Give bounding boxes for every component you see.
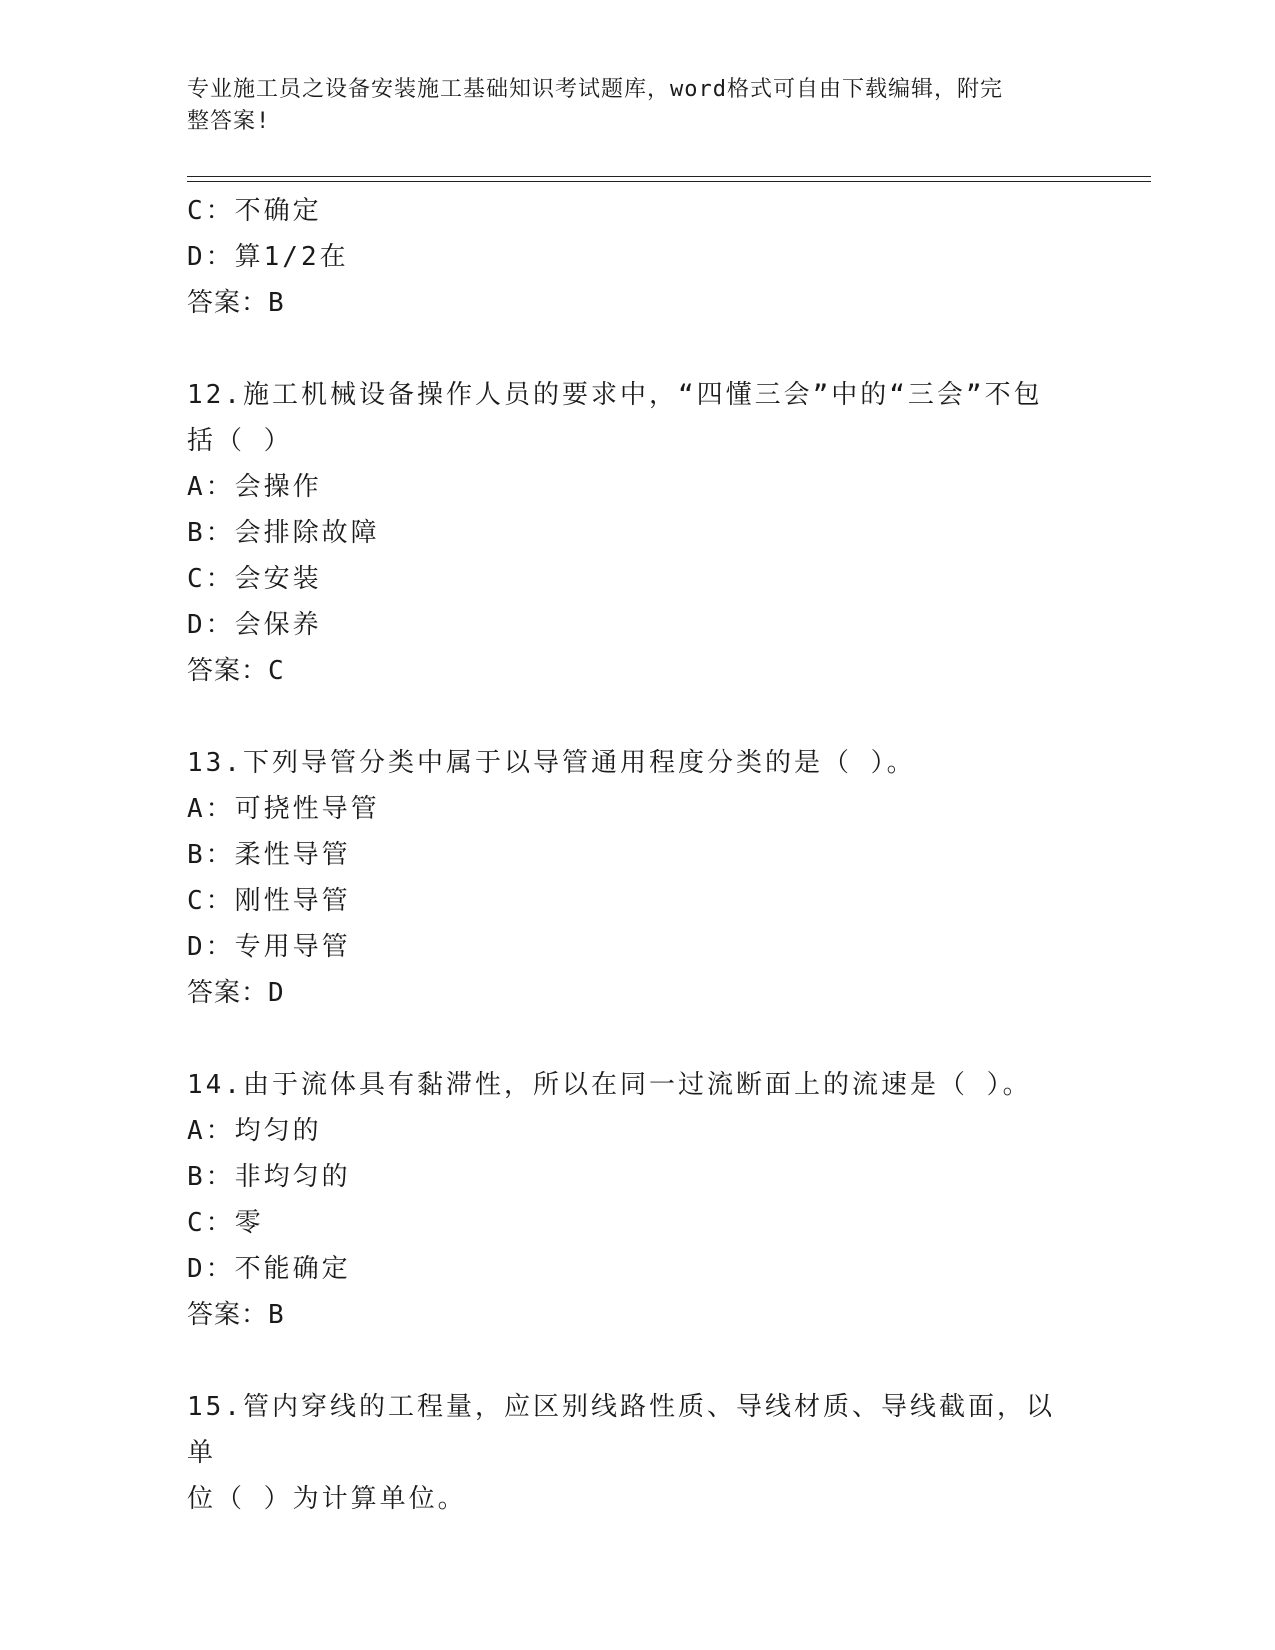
question-stem: 13.下列导管分类中属于以导管通用程度分类的是（ ）。 xyxy=(187,748,916,778)
option-label: B： xyxy=(187,840,235,870)
option-b xyxy=(187,510,1087,556)
spacer xyxy=(187,694,1087,740)
option-c xyxy=(187,878,1087,924)
option-label: B： xyxy=(187,1162,235,1192)
option-text: 算1/2在 xyxy=(234,242,349,272)
question-stem xyxy=(187,372,1077,464)
spacer xyxy=(187,1016,1087,1062)
answer-label: 答案： xyxy=(187,656,269,686)
option-b xyxy=(187,832,1087,878)
option-c xyxy=(187,556,1087,602)
option-text: 会保养 xyxy=(234,610,322,640)
option-label: C： xyxy=(187,886,235,916)
option-label: D： xyxy=(187,1254,235,1284)
answer-value: B xyxy=(268,1300,285,1330)
option-text: 柔性导管 xyxy=(234,840,351,870)
option-c xyxy=(187,1200,1087,1246)
option-label: D： xyxy=(187,610,235,640)
answer-line xyxy=(187,280,1087,326)
option-label: D： xyxy=(187,932,235,962)
question-list xyxy=(187,188,1087,1522)
option-text: 均匀的 xyxy=(234,1116,322,1146)
option-a xyxy=(187,464,1087,510)
option-text: 非均匀的 xyxy=(234,1162,351,1192)
answer-line xyxy=(187,1292,1087,1338)
question-stem-line1: 15.管内穿线的工程量，应区别线路性质、导线材质、导线截面，以单 xyxy=(187,1392,1055,1468)
option-label: A： xyxy=(187,472,235,502)
question-stem-line1: 12.施工机械设备操作人员的要求中，“四懂三会”中的“三会”不包 xyxy=(187,380,1043,410)
option-text: 不确定 xyxy=(234,196,322,226)
spacer xyxy=(187,1338,1087,1384)
option-a xyxy=(187,1108,1087,1154)
option-text: 可挠性导管 xyxy=(234,794,380,824)
answer-value: C xyxy=(268,656,285,686)
option-label: D： xyxy=(187,242,235,272)
option-d xyxy=(187,1246,1087,1292)
header-divider-top xyxy=(187,176,1151,177)
option-d xyxy=(187,602,1087,648)
option-d xyxy=(187,234,1087,280)
question-stem: 14.由于流体具有黏滞性，所以在同一过流断面上的流速是（ ）。 xyxy=(187,1070,1032,1100)
question-13 xyxy=(187,740,1087,1016)
answer-label: 答案： xyxy=(187,1300,269,1330)
option-text: 专用导管 xyxy=(234,932,351,962)
document-header xyxy=(187,74,1087,138)
header-title-line1: 专业施工员之设备安装施工基础知识考试题库，word格式可自由下载编辑，附完 xyxy=(187,77,1003,102)
option-label: C： xyxy=(187,1208,235,1238)
spacer xyxy=(187,326,1087,372)
option-text: 会安装 xyxy=(234,564,322,594)
option-label: A： xyxy=(187,794,235,824)
question-15 xyxy=(187,1384,1087,1522)
question-stem-line2: 位（ ）为计算单位。 xyxy=(187,1484,467,1514)
answer-label: 答案： xyxy=(187,288,269,318)
option-c xyxy=(187,188,1087,234)
option-label: C： xyxy=(187,196,235,226)
question-fragment xyxy=(187,188,1087,326)
answer-line xyxy=(187,970,1087,1016)
question-14 xyxy=(187,1062,1087,1338)
option-text: 刚性导管 xyxy=(234,886,351,916)
question-12 xyxy=(187,372,1087,694)
option-label: A： xyxy=(187,1116,235,1146)
header-divider-bottom xyxy=(187,181,1151,182)
option-text: 零 xyxy=(234,1208,264,1238)
answer-line xyxy=(187,648,1087,694)
option-b xyxy=(187,1154,1087,1200)
option-label: C： xyxy=(187,564,235,594)
option-text: 不能确定 xyxy=(234,1254,351,1284)
question-stem xyxy=(187,1384,1077,1522)
answer-value: D xyxy=(268,978,285,1008)
question-stem-line2: 括（ ） xyxy=(187,426,293,456)
option-a xyxy=(187,786,1087,832)
option-d xyxy=(187,924,1087,970)
answer-label: 答案： xyxy=(187,978,269,1008)
header-title-line2: 整答案! xyxy=(187,109,271,134)
answer-value: B xyxy=(268,288,285,318)
option-text: 会排除故障 xyxy=(234,518,380,548)
option-text: 会操作 xyxy=(234,472,322,502)
option-label: B： xyxy=(187,518,235,548)
